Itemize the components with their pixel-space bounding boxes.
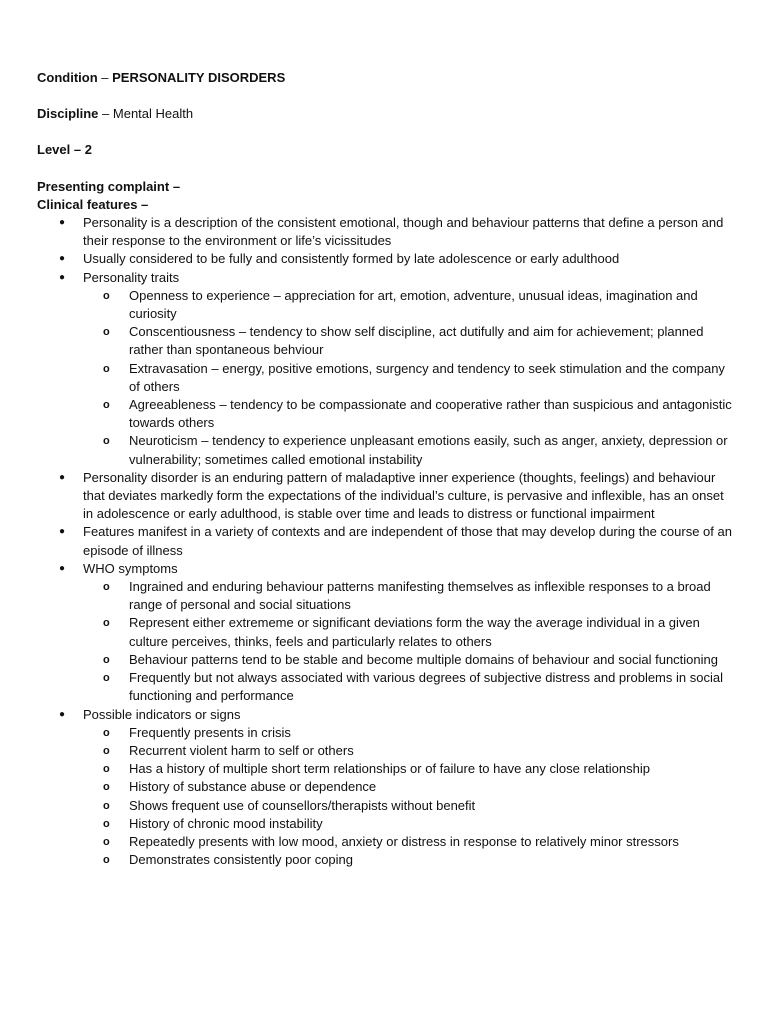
feature-item	[37, 250, 732, 268]
feature-text: Personality is a description of the consistent emotional, though and behaviour patterns that define a person and their response to the environment or life’s vicissitudes	[83, 215, 724, 249]
sub-feature-text: Behaviour patterns tend to be stable and become multiple domains of behaviour and social functioning	[129, 651, 718, 667]
sub-feature-item	[83, 760, 732, 778]
sub-feature-text: Demonstrates consistently poor coping	[129, 852, 354, 868]
discipline-line	[37, 105, 732, 123]
clinical-features-label: Clinical features	[37, 196, 138, 212]
level-line	[37, 141, 732, 159]
sub-feature-text: Represent either extrememe or significant deviations form the way the average individual in a given culture perceives, thinks, feels and particularly relates to others	[129, 615, 700, 649]
sub-feature-list	[83, 578, 732, 705]
feature-text: Personality traits	[83, 269, 180, 285]
discipline-separator: –	[98, 106, 113, 122]
sub-feature-text: History of substance abuse or dependence	[129, 779, 377, 795]
sub-feature-text: Agreeableness – tendency to be compassionate and cooperative rather than suspicious and antagonistic towards others	[129, 397, 732, 431]
sub-feature-text: Shows frequent use of counsellors/therapists without benefit	[129, 797, 476, 813]
document-page	[37, 69, 732, 869]
bullet-icon: ●	[59, 271, 66, 283]
bullet-icon: ●	[59, 253, 66, 265]
feature-text: Features manifest in a variety of contexts and are independent of those that may develop during the course of an episode of illness	[83, 524, 732, 558]
sub-feature-text: Conscentiousness – tendency to show self discipline, act dutifully and aim for achievement; planned rather than spontaneous behviour	[129, 324, 704, 358]
sub-feature-text: Has a history of multiple short term relationships or of failure to have any close relationship	[129, 761, 650, 777]
sub-bullet-icon: o	[103, 817, 110, 830]
discipline-label: Discipline	[37, 106, 99, 122]
discipline-value: Mental Health	[112, 106, 194, 122]
feature-text: WHO symptoms	[83, 560, 178, 576]
sub-feature-item	[83, 432, 732, 468]
sub-bullet-icon: o	[103, 744, 110, 757]
sub-feature-item	[83, 833, 732, 851]
presenting-complaint-label: Presenting complaint	[37, 178, 170, 194]
sub-bullet-icon: o	[103, 854, 110, 867]
clinical-features-separator: –	[137, 196, 149, 212]
bullet-icon: ●	[59, 471, 66, 483]
bullet-icon: ●	[59, 526, 66, 538]
sub-feature-item	[83, 815, 732, 833]
presenting-complaint-separator: –	[169, 178, 181, 194]
sub-feature-item	[83, 778, 732, 796]
sub-feature-item	[83, 396, 732, 432]
sub-feature-item	[83, 797, 732, 815]
sub-feature-item	[83, 578, 732, 614]
condition-label: Condition	[37, 70, 98, 85]
condition-separator: –	[97, 70, 113, 85]
sub-feature-item	[83, 724, 732, 742]
feature-item	[37, 214, 732, 250]
sub-feature-item	[83, 323, 732, 359]
condition-line	[37, 69, 732, 87]
sub-bullet-icon: o	[103, 581, 110, 594]
sub-bullet-icon: o	[103, 726, 110, 739]
feature-text: Possible indicators or signs	[83, 706, 241, 722]
sub-feature-text: Frequently presents in crisis	[129, 724, 291, 740]
sub-bullet-icon: o	[103, 799, 110, 812]
sub-feature-text: Ingrained and enduring behaviour patterns manifesting themselves as inflexible responses to a broad range of personal and social situations	[129, 579, 711, 613]
level-value: 2	[84, 142, 92, 158]
sub-bullet-icon: o	[103, 835, 110, 848]
sub-bullet-icon: o	[103, 326, 110, 339]
sub-feature-item	[83, 651, 732, 669]
sub-feature-item	[83, 287, 732, 323]
feature-text: Personality disorder is an enduring pattern of maladaptive inner experience (thoughts, feelings) and behaviour that deviates markedly form the expectations of the individual’s culture, is pervasive and inflexible, has an onset in adolescence or early adulthood, is stable over time and leads to distress or functional impairment	[83, 469, 724, 522]
sub-feature-list	[83, 724, 732, 870]
clinical-features-line	[37, 196, 732, 214]
sub-feature-text: Neuroticism – tendency to experience unpleasant emotions easily, such as anger, anxiety, depression or vulnerability; sometimes called emotional instability	[129, 433, 728, 467]
sub-feature-text: Openness to experience – appreciation for art, emotion, adventure, unusual ideas, imagination and curiosity	[129, 287, 698, 322]
sub-feature-item	[83, 669, 732, 705]
feature-item	[37, 706, 732, 870]
sub-bullet-icon: o	[103, 653, 110, 666]
sub-bullet-icon: o	[103, 672, 110, 685]
sub-bullet-icon: o	[103, 289, 110, 302]
sub-bullet-icon: o	[103, 617, 110, 630]
sub-feature-text: Recurrent violent harm to self or others	[129, 742, 354, 758]
sub-feature-text: Repeatedly presents with low mood, anxiety or distress in response to relatively minor stressors	[129, 833, 679, 849]
sub-feature-item	[83, 742, 732, 760]
sub-bullet-icon: o	[103, 781, 110, 794]
bullet-icon: ●	[59, 708, 66, 720]
feature-item	[37, 269, 732, 469]
level-label: Level	[37, 142, 71, 158]
bullet-icon: ●	[59, 217, 66, 229]
sub-bullet-icon: o	[103, 435, 110, 448]
feature-item	[37, 523, 732, 559]
sub-bullet-icon: o	[103, 362, 110, 375]
sub-feature-item	[83, 360, 732, 396]
presenting-complaint-line	[37, 178, 732, 196]
sub-feature-text: Extravasation – energy, positive emotions, surgency and tendency to seek stimulation and the company of others	[129, 360, 725, 394]
condition-value: PERSONALITY DISORDERS	[112, 70, 286, 85]
sub-feature-item	[83, 614, 732, 650]
clinical-features-list	[37, 214, 732, 869]
level-separator: –	[70, 142, 85, 158]
feature-item	[37, 560, 732, 706]
sub-feature-item	[83, 851, 732, 869]
sub-feature-list	[83, 287, 732, 469]
sub-bullet-icon: o	[103, 763, 110, 776]
feature-text: Usually considered to be fully and consistently formed by late adolescence or early adulthood	[83, 251, 620, 267]
sub-feature-text: Frequently but not always associated with various degrees of subjective distress and problems in social functioning and performance	[129, 670, 723, 704]
feature-item	[37, 469, 732, 524]
sub-feature-text: History of chronic mood instability	[129, 815, 323, 831]
sub-bullet-icon: o	[103, 399, 110, 412]
bullet-icon: ●	[59, 562, 66, 574]
